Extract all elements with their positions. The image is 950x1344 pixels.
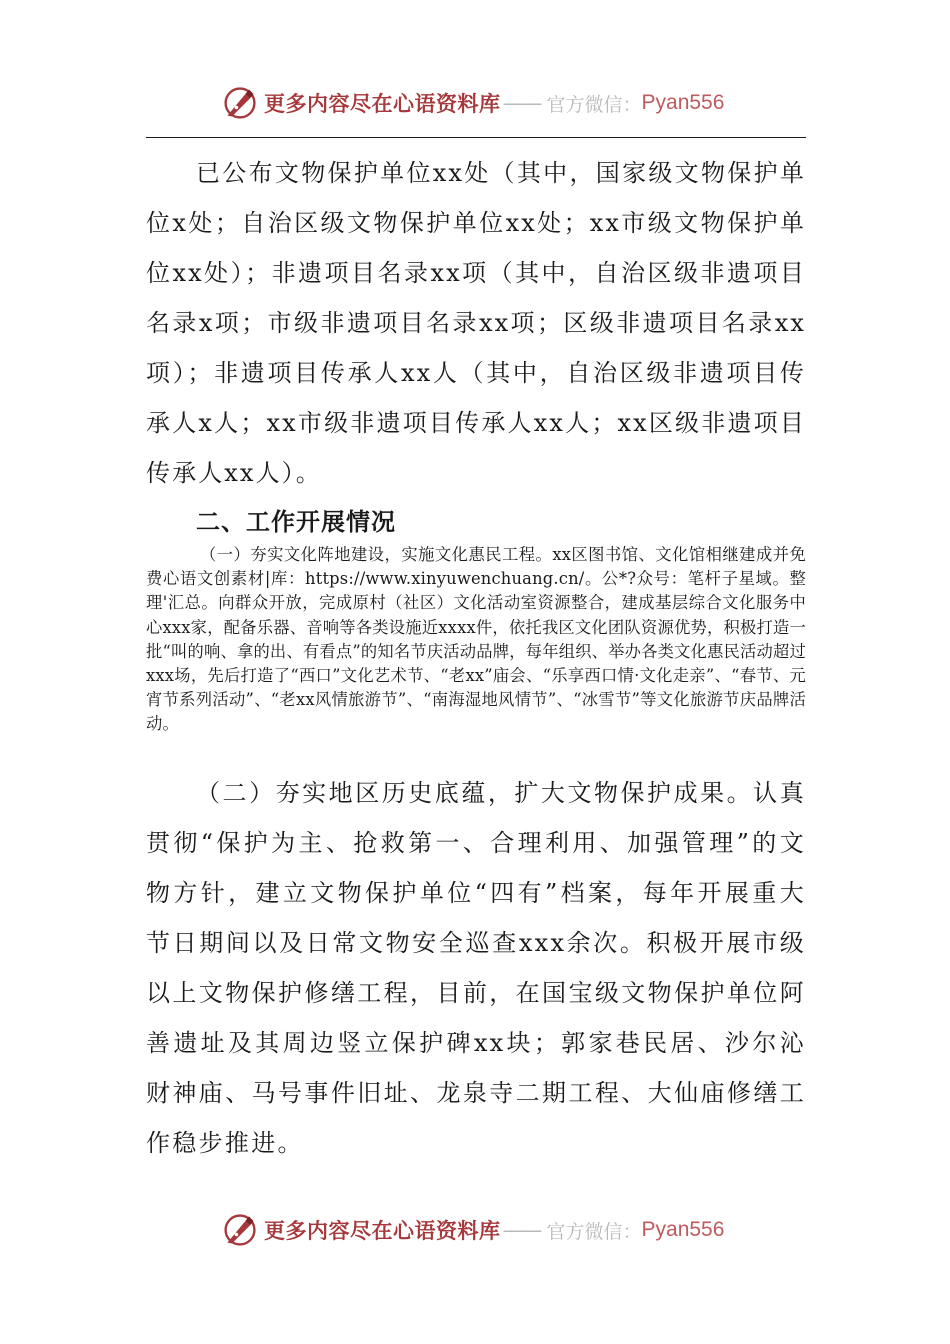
- banner-wechat-id: Pyan556: [641, 91, 725, 114]
- banner-label: 官方微信：: [546, 93, 642, 116]
- banner-label: 官方微信：: [546, 1220, 642, 1243]
- pen-nib-logo-icon: [222, 85, 258, 121]
- pen-nib-logo-icon: [222, 1212, 258, 1248]
- banner-wechat-id: Pyan556: [641, 1218, 725, 1241]
- paragraph-culture-construction: （一）夯实文化阵地建设，实施文化惠民工程。xx区图书馆、文化馆相继建成并免费心语文创素材|库：https://www.xinyuwenchuang.cn/。公*?众号：笔杆子星域。整理'汇总。向群众开放，完成原村（社区）文化活动室资源整合，建成基层综合文化服务中心xxx家，配备乐器、音响等各类设施近xxxx件，依托我区文化团队资源优势，积极打造一批“叫的响、拿的出、有看点”的知名节庆活动品牌，每年组织、举办各类文化惠民活动超过xxx场，先后打造了“西口”文化艺术节、“老xx”庙会、“乐享西口情·文化走亲”、“春节、元宵节系列活动”、“老xx风情旅游节”、“南海湿地风情节”、“冰雪节”等文化旅游节庆品牌活动。: [146, 545, 806, 734]
- footer-banner: [222, 1207, 724, 1253]
- paragraph-heritage-protection: （二）夯实地区历史底蕴，扩大文物保护成果。认真贯彻“保护为主、抢救第一、合理利用、加强管理”的文物方针，建立文物保护单位“四有”档案，每年开展重大节日期间以及日常文物安全巡查xxx余次。积极开展市级以上文物保护修缮工程，目前，在国宝级文物保护单位阿善遗址及其周边竖立保护碑xx块；郭家巷民居、沙尔沁财神庙、马号事件旧址、龙泉寺二期工程、大仙庙修缮工作稳步推进。: [146, 779, 806, 1157]
- header-banner: [222, 80, 724, 126]
- paragraph-statistics: 已公布文物保护单位xx处（其中，国家级文物保护单位x处；自治区级文物保护单位xx处；xx市级文物保护单位xx处）；非遗项目名录xx项（其中，自治区级非遗项目名录x项；市级非遗项目名录xx项；区级非遗项目名录xx项）；非遗项目传承人xx人（其中，自治区级非遗项目传承人x人；xx市级非遗项目传承人xx人；xx区级非遗项目传承人xx人）。: [146, 159, 806, 487]
- banner-slogan: 更多内容尽在心语资料库: [264, 91, 501, 116]
- section-heading: 二、工作开展情况: [196, 508, 396, 536]
- banner-dash: ——: [502, 91, 541, 115]
- banner-slogan: 更多内容尽在心语资料库: [264, 1218, 501, 1243]
- header-divider: [146, 137, 806, 138]
- banner-dash: ——: [502, 1218, 541, 1242]
